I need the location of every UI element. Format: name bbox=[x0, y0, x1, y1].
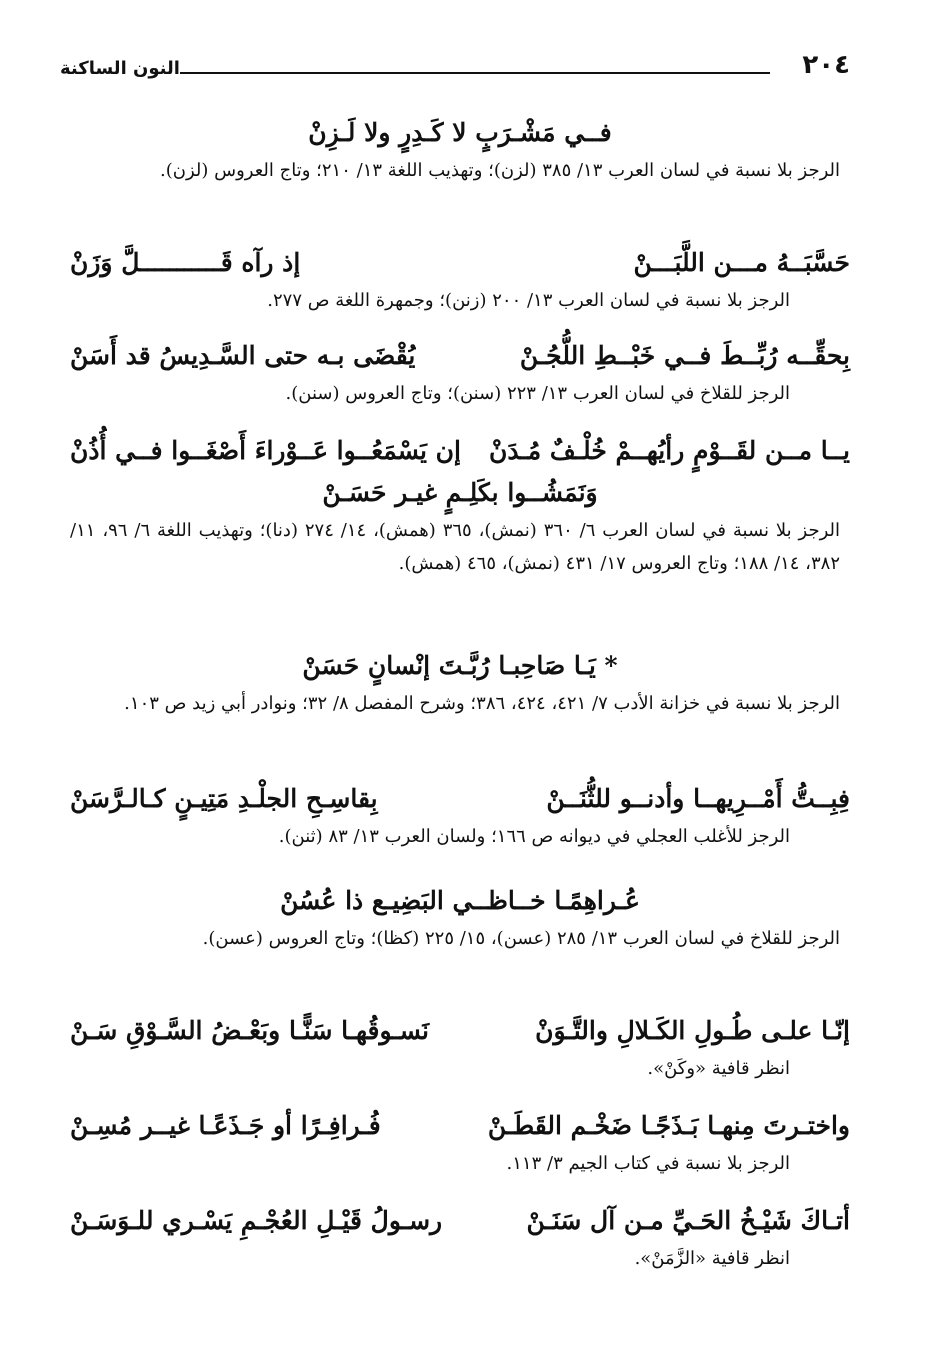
entry bbox=[70, 430, 850, 580]
entry bbox=[70, 1105, 850, 1180]
verse-hemistich-second: فُـرافِـرًا أو جَـذَعًـا غيــر مُسِـنْ bbox=[70, 1111, 381, 1140]
entry bbox=[70, 1010, 850, 1085]
verse-hemistich-second: إن يَسْمَعُــوا عَــوْراءَ أَصْغَــوا فــي أُذُنْ bbox=[70, 436, 461, 465]
verse-hemistich-second: رسـولُ قَيْـلِ العُجْـمِ يَسْـري للـوَسَـنْ bbox=[70, 1206, 443, 1235]
verse-hemistich-first: حَسَّبَــهُ مـــن اللَّبَـــنْ bbox=[633, 248, 850, 277]
verse-line bbox=[70, 1010, 850, 1052]
entry bbox=[70, 242, 850, 317]
citation-note: انظر قافية «الزَّمَنْ». bbox=[634, 1248, 790, 1269]
verse-line bbox=[70, 645, 850, 687]
page-header bbox=[60, 50, 850, 90]
verse-hemistich: فــي مَشْـرَبٍ لا كَـدِرٍ ولا لَـزِنْ bbox=[308, 118, 612, 147]
verse-hemistich-second: إذ رآه قَـــــــــــلَّ وَزَنْ bbox=[70, 248, 301, 277]
citation-note: الرجز بلا نسبة في لسان العرب ٦/ ٣٦٠ (نمش)، ٣٦٥ (همش)، ١٤/ ٢٧٤ (دنا)؛ وتهذيب اللغة ٦/ ٩٦، ١١/ ٣٨٢، ١٤/ ١٨٨؛ وتاج العروس ١٧/ ٤٣١ (نمش)، ٤٦٥ (همش). bbox=[70, 520, 841, 574]
citation-note: الرجز للأغلب العجلي في ديوانه ص ١٦٦؛ ولسان العرب ١٣/ ٨٣ (ثنن). bbox=[278, 826, 790, 847]
verse-hemistich: * يَـا صَاحِبـا رُبَّـتَ إنْسانٍ حَسَنْ bbox=[302, 651, 618, 680]
verse-line bbox=[70, 880, 850, 922]
citation-note: الرجز بلا نسبة في لسان العرب ١٣/ ٢٠٠ (زنن)؛ وجمهرة اللغة ص ٢٧٧. bbox=[267, 290, 790, 311]
citation-note: الرجز بلا نسبة في لسان العرب ١٣/ ٣٨٥ (لزن)؛ وتهذيب اللغة ١٣/ ٢١٠؛ وتاج العروس (لزن). bbox=[160, 160, 840, 181]
citation-note: الرجز بلا نسبة في كتاب الجيم ٣/ ١١٣. bbox=[506, 1153, 790, 1174]
verse-hemistich-first: فِبِــتُّ أَمْــرِيهــا وأدنــو للثُّنَــنْ bbox=[546, 784, 850, 813]
header-rule bbox=[180, 72, 770, 74]
citation-note: الرجز للقلاخ في لسان العرب ١٣/ ٢٨٥ (عسن)، ١٥/ ٢٢٥ (كظا)؛ وتاج العروس (عسن). bbox=[202, 928, 840, 949]
verse-hemistich-first: أتـاكَ شَيْـخُ الحَـيِّ مـن آل سَنَـنْ bbox=[526, 1206, 850, 1235]
entry bbox=[70, 112, 850, 187]
verse-hemistich-second: نَسـوقُهـا سَنًّـا وبَعْـضُ السَّـوْقِ سَـنْ bbox=[70, 1016, 430, 1045]
citation-note: انظر قافية «وكَنْ». bbox=[647, 1058, 790, 1079]
verse-line bbox=[70, 778, 850, 820]
entry bbox=[70, 880, 850, 955]
citation-note: الرجز للقلاخ في لسان العرب ١٣/ ٢٢٣ (سنن)؛ وتاج العروس (سنن). bbox=[285, 383, 790, 404]
verse-line bbox=[70, 242, 850, 284]
entry bbox=[70, 778, 850, 853]
verse-line bbox=[70, 1105, 850, 1147]
verse-line bbox=[70, 335, 850, 377]
entry bbox=[70, 645, 850, 720]
verse-hemistich-first: واختـرتَ مِنهـا بَـذَجًـا ضَخْـم القَطَـنْ bbox=[487, 1111, 850, 1140]
verse-hemistich-second: بِقاسِـحِ الجلْـدِ مَتِيـنٍ كـالـرَّسَنْ bbox=[70, 784, 378, 813]
verse-hemistich-first: إنّـا علـى طُـولِ الكَـلالِ والتَّـوَنْ bbox=[535, 1016, 850, 1045]
citation-note: الرجز بلا نسبة في خزانة الأدب ٧/ ٤٢١، ٤٢٤، ٣٨٦؛ وشرح المفصل ٨/ ٣٢؛ ونوادر أبي زيد ص ١٠٣. bbox=[124, 693, 840, 714]
entry bbox=[70, 1200, 850, 1275]
page-number: ٢٠٤ bbox=[802, 50, 850, 80]
entry bbox=[70, 335, 850, 410]
verse-line bbox=[70, 430, 850, 472]
verse-hemistich-first: يــا مــن لقَــوْمٍ رأيُهــمْ خُلْـفٌ مُـدَنْ bbox=[488, 436, 850, 465]
verse-hemistich-second: يُقْضَى بـه حتى السَّـدِيسُ قد أَسَنْ bbox=[70, 341, 416, 370]
verse-line bbox=[70, 112, 850, 154]
verse-hemistich-first: بِحقِّــه رُبِّــطَ فــي خَبْــطِ اللُّجُـنْ bbox=[519, 341, 850, 370]
verse-continuation: وَنَمَشُــوا بكَلِـمٍ غيـر حَسَـنْ bbox=[322, 478, 598, 507]
running-head: النون الساكنة bbox=[60, 58, 180, 79]
verse-hemistich: عُـراهِمًـا خــاظــي البَضِيـع ذا عُسُنْ bbox=[280, 886, 640, 915]
verse-line bbox=[70, 1200, 850, 1242]
